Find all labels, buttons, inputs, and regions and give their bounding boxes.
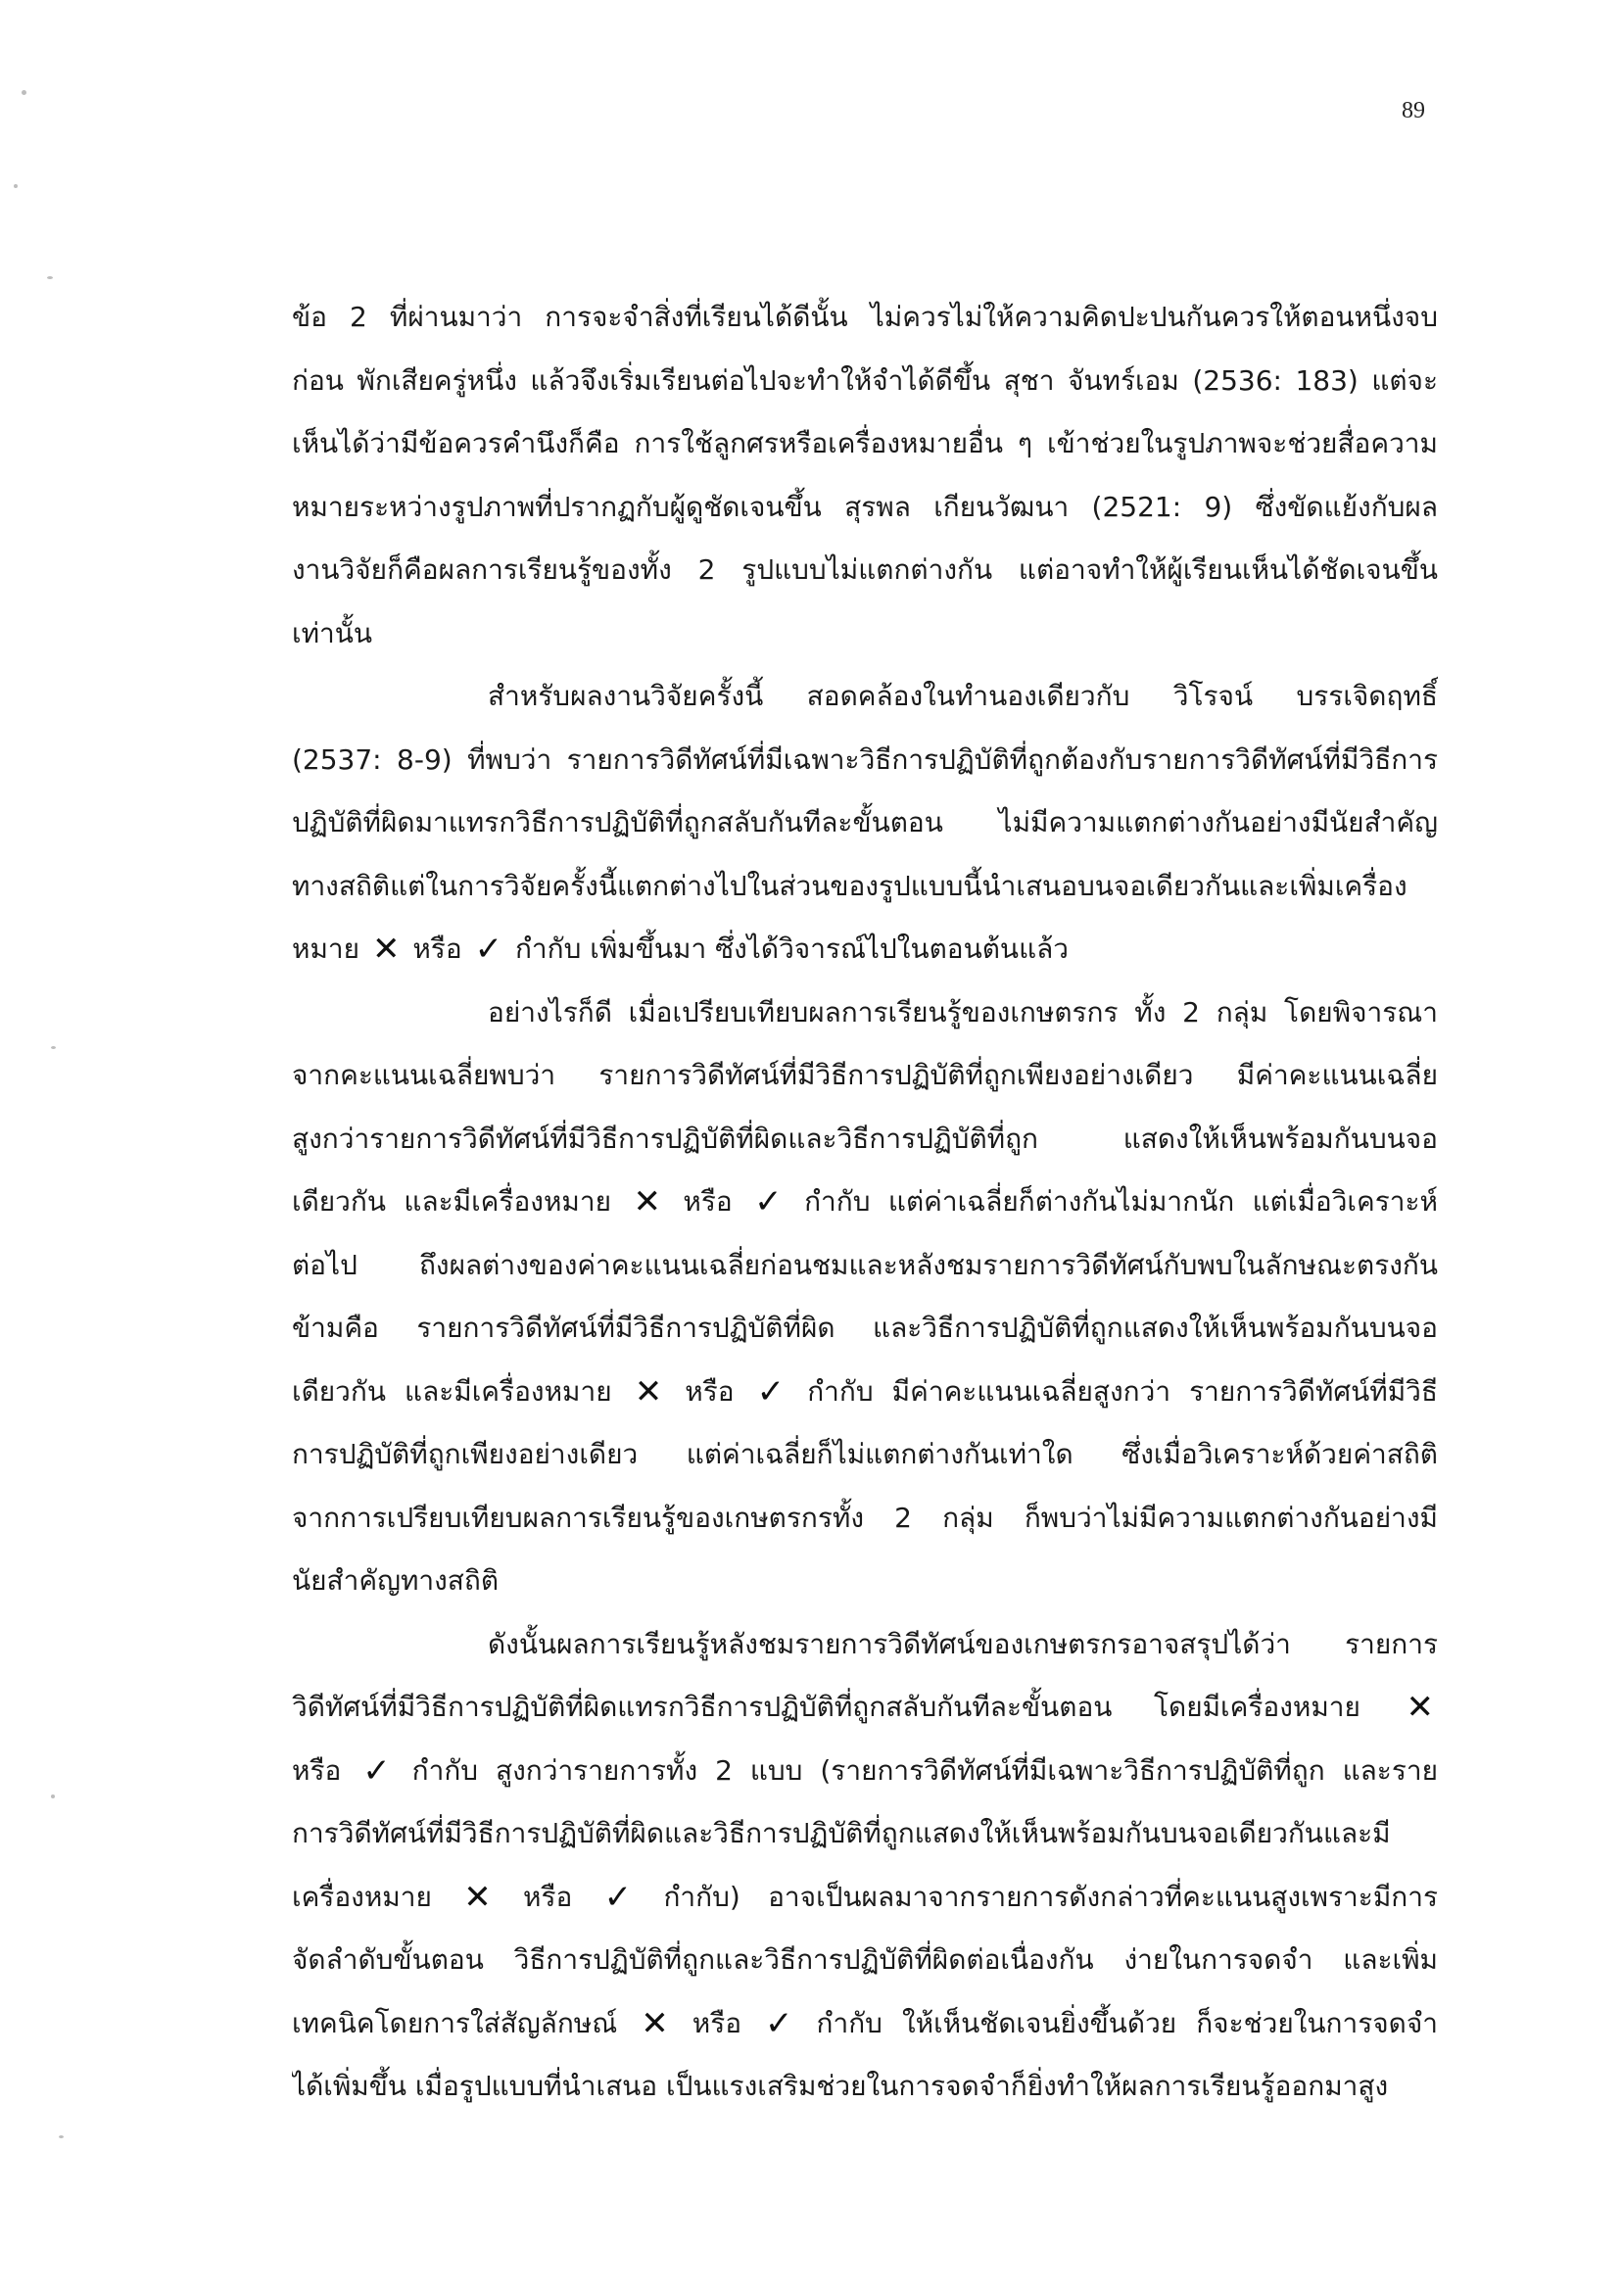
text-line (292, 855, 1438, 919)
x-mark-icon: ✕ (371, 930, 401, 969)
text-segment: หรือ (664, 1185, 751, 1218)
scan-speck (51, 1046, 56, 1049)
text-segment: การวิดีทัศน์ที่มีวิธีการปฏิบัติที่ผิดและวิธีการปฏิบัติที่ถูกแสดงให้เห็นพร้อมกันบนจอเดียวกันและมี (292, 1817, 1391, 1849)
text-line (292, 1108, 1438, 1172)
text-segment: นัยสำคัญทางสถิติ (292, 1564, 500, 1597)
text-segment: ก่อน พักเสียครู่หนึ่ง แล้วจึงเริ่มเรียนต่อไปจะทำให้จำได้ดีขึ้น สุชา จันทร์เอม (2536: 183) แต่จะ (292, 363, 1438, 397)
text-segment: เดียวกัน และมีเครื่องหมาย (292, 1374, 631, 1408)
text-segment: เท่านั้น (292, 616, 373, 649)
text-segment: กำกับ สูงกว่ารายการทั้ง 2 แบบ (รายการวิดีทัศน์ที่มีเฉพาะวิธีการปฏิบัติที่ถูก และราย (394, 1753, 1438, 1787)
text-line (292, 1929, 1438, 1992)
body-text (292, 286, 1438, 2119)
check-mark-icon: ✓ (756, 1371, 786, 1411)
text-segment: หรือ (404, 933, 471, 965)
check-mark-icon: ✓ (754, 1182, 783, 1221)
text-line (292, 918, 1438, 981)
text-segment: กำกับ มีค่าคะแนนเฉลี่ยสูงกว่า รายการวิดีทัศน์ที่มีวิธี (788, 1374, 1438, 1408)
text-segment: ต่อไป ถึงผลต่างของค่าคะแนนเฉลี่ยก่อนชมและหลังชมรายการวิดีทัศน์กับพบในลักษณะตรงกัน (292, 1248, 1438, 1281)
check-mark-icon: ✓ (603, 1877, 633, 1917)
text-line (292, 350, 1438, 413)
page-number: 89 (1402, 98, 1425, 123)
x-mark-icon: ✕ (633, 1182, 661, 1221)
text-segment: ทางสถิติแต่ในการวิจัยครั้งนี้แตกต่างไปในส่วนของรูปแบบนี้นำเสนอบนจอเดียวกันและเพิ่มเครื่อง (292, 869, 1407, 902)
text-segment: (2537: 8-9) ที่พบว่า รายการวิดีทัศน์ที่มีเฉพาะวิธีการปฏิบัติที่ถูกต้องกับรายการวิดีทัศน์ที่มีวิธีการ (292, 742, 1438, 776)
text-segment: หรือ (495, 1880, 600, 1913)
text-segment: กำกับ เพิ่มขึ้นมา ซึ่งได้วิจารณ์ไปในตอนต้นแล้ว (506, 933, 1069, 965)
x-mark-icon: ✕ (634, 1371, 663, 1411)
text-line (292, 539, 1438, 602)
text-segment: ข้ามคือ รายการวิดีทัศน์ที่มีวิธีการปฏิบัติที่ผิด และวิธีการปฏิบัติที่ถูกแสดงให้เห็นพร้อมกันบนจอ (292, 1312, 1438, 1344)
check-mark-icon: ✓ (765, 2003, 793, 2043)
check-mark-icon: ✓ (362, 1750, 391, 1791)
scan-speck (22, 90, 26, 95)
text-segment: ดังนั้นผลการเรียนรู้หลังชมรายการวิดีทัศน์ของเกษตรกรอาจสรุปได้ว่า รายการ (488, 1627, 1438, 1660)
text-segment: เครื่องหมาย (292, 1880, 460, 1913)
text-segment: การปฏิบัติที่ถูกเพียงอย่างเดียว แต่ค่าเฉลี่ยก็ไม่แตกต่างกันเท่าใด ซึ่งเมื่อวิเคราะห์ด้วยค่าสถิติ (292, 1438, 1438, 1470)
text-line (292, 476, 1438, 540)
text-line (292, 981, 1438, 1045)
text-segment: หรือ (666, 1374, 753, 1408)
text-line (292, 729, 1438, 792)
text-line (292, 286, 1438, 350)
x-mark-icon: ✕ (1406, 1688, 1434, 1727)
text-line (292, 1802, 1438, 1866)
text-segment: อย่างไรก็ดี เมื่อเปรียบเทียบผลการเรียนรู้ของเกษตรกร ทั้ง 2 กลุ่ม โดยพิจารณา (488, 995, 1438, 1028)
text-line (292, 1866, 1438, 1930)
scan-speck (51, 1794, 55, 1798)
text-line (292, 1234, 1438, 1298)
text-segment: เดียวกัน และมีเครื่องหมาย (292, 1185, 630, 1218)
text-segment: ได้เพิ่มขึ้น เมื่อรูปแบบที่นำเสนอ เป็นแรงเสริมช่วยในการจดจำก็ยิ่งทำให้ผลการเรียนรู้ออกมาสูง (292, 2070, 1389, 2102)
text-line (292, 1676, 1438, 1740)
text-segment: จัดลำดับขั้นตอน วิธีการปฏิบัติที่ถูกและวิธีการปฏิบัติที่ผิดต่อเนื่องกัน ง่ายในการจดจำ และเพิ่ม (292, 1943, 1438, 1976)
text-line (292, 1361, 1438, 1424)
text-segment: ปฏิบัติที่ผิดมาแทรกวิธีการปฏิบัติที่ถูกสลับกันทีละขั้นตอน ไม่มีความแตกต่างกันอย่างมีนัยสำคัญ (292, 806, 1438, 838)
scan-speck (47, 276, 53, 279)
text-segment: หรือ (292, 1753, 359, 1787)
text-line (292, 2055, 1438, 2119)
text-line (292, 602, 1438, 666)
text-line (292, 1613, 1438, 1677)
text-segment: งานวิจัยก็คือผลการเรียนรู้ของทั้ง 2 รูปแบบไม่แตกต่างกัน แต่อาจทำให้ผู้เรียนเห็นได้ชัดเจนขึ้น (292, 553, 1438, 586)
text-line (292, 1171, 1438, 1234)
text-line (292, 1297, 1438, 1361)
text-segment: จากคะแนนเฉลี่ยพบว่า รายการวิดีทัศน์ที่มีวิธีการปฏิบัติที่ถูกเพียงอย่างเดียว มีค่าคะแนนเฉลี่ย (292, 1059, 1438, 1091)
text-segment: จากการเปรียบเทียบผลการเรียนรู้ของเกษตรกรทั้ง 2 กลุ่ม ก็พบว่าไม่มีความแตกต่างกันอย่างมี (292, 1501, 1438, 1534)
text-segment: หมายระหว่างรูปภาพที่ปรากฏกับผู้ดูชัดเจนขึ้น สุรพล เกียนวัฒนา (2521: 9) ซึ่งขัดแย้งกับผล (292, 490, 1438, 523)
text-segment: กำกับ ให้เห็นชัดเจนยิ่งขึ้นด้วย ก็จะช่วยในการจดจำ (796, 2006, 1438, 2039)
text-segment: เห็นได้ว่ามีข้อควรคำนึงก็คือ การใช้ลูกศรหรือเครื่องหมายอื่น ๆ เข้าช่วยในรูปภาพจะช่วยสื่อความ (292, 427, 1438, 459)
text-line (292, 1550, 1438, 1613)
text-line (292, 1423, 1438, 1487)
text-line (292, 1487, 1438, 1551)
text-line (292, 1044, 1438, 1108)
text-segment: สำหรับผลงานวิจัยครั้งนี้ สอดคล้องในทำนองเดียวกับ วิโรจน์ บรรเจิดฤทธิ์ (488, 680, 1438, 712)
text-line (292, 1992, 1438, 2056)
text-segment: หมาย (292, 933, 368, 965)
text-segment: วิดีทัศน์ที่มีวิธีการปฏิบัติที่ผิดแทรกวิธีการปฏิบัติที่ถูกสลับกันทีละขั้นตอน โดยมีเครื่องหมาย (292, 1691, 1403, 1723)
text-line (292, 665, 1438, 729)
check-mark-icon: ✓ (474, 930, 503, 969)
text-segment: กำกับ แต่ค่าเฉลี่ยก็ต่างกันไม่มากนัก แต่เมื่อวิเคราะห์ (786, 1185, 1438, 1218)
text-line (292, 791, 1438, 855)
text-segment: เทคนิคโดยการใส่สัญลักษณ์ (292, 2006, 638, 2039)
scan-speck (59, 2135, 64, 2138)
x-mark-icon: ✕ (641, 2003, 669, 2043)
text-segment: หรือ (672, 2006, 762, 2039)
x-mark-icon: ✕ (463, 1877, 492, 1917)
text-line (292, 1740, 1438, 1803)
text-segment: กำกับ) อาจเป็นผลมาจากรายการดังกล่าวที่คะแนนสูงเพราะมีการ (636, 1880, 1438, 1913)
text-segment: ข้อ 2 ที่ผ่านมาว่า การจะจำสิ่งที่เรียนได้ดีนั้น ไม่ควรไม่ให้ความคิดปะปนกันควรให้ตอนหนึ่งจบ (292, 301, 1438, 333)
scan-speck (14, 184, 18, 188)
text-segment: สูงกว่ารายการวิดีทัศน์ที่มีวิธีการปฏิบัติที่ผิดและวิธีการปฏิบัติที่ถูก แสดงให้เห็นพร้อมกันบนจอ (292, 1122, 1438, 1155)
text-line (292, 412, 1438, 476)
